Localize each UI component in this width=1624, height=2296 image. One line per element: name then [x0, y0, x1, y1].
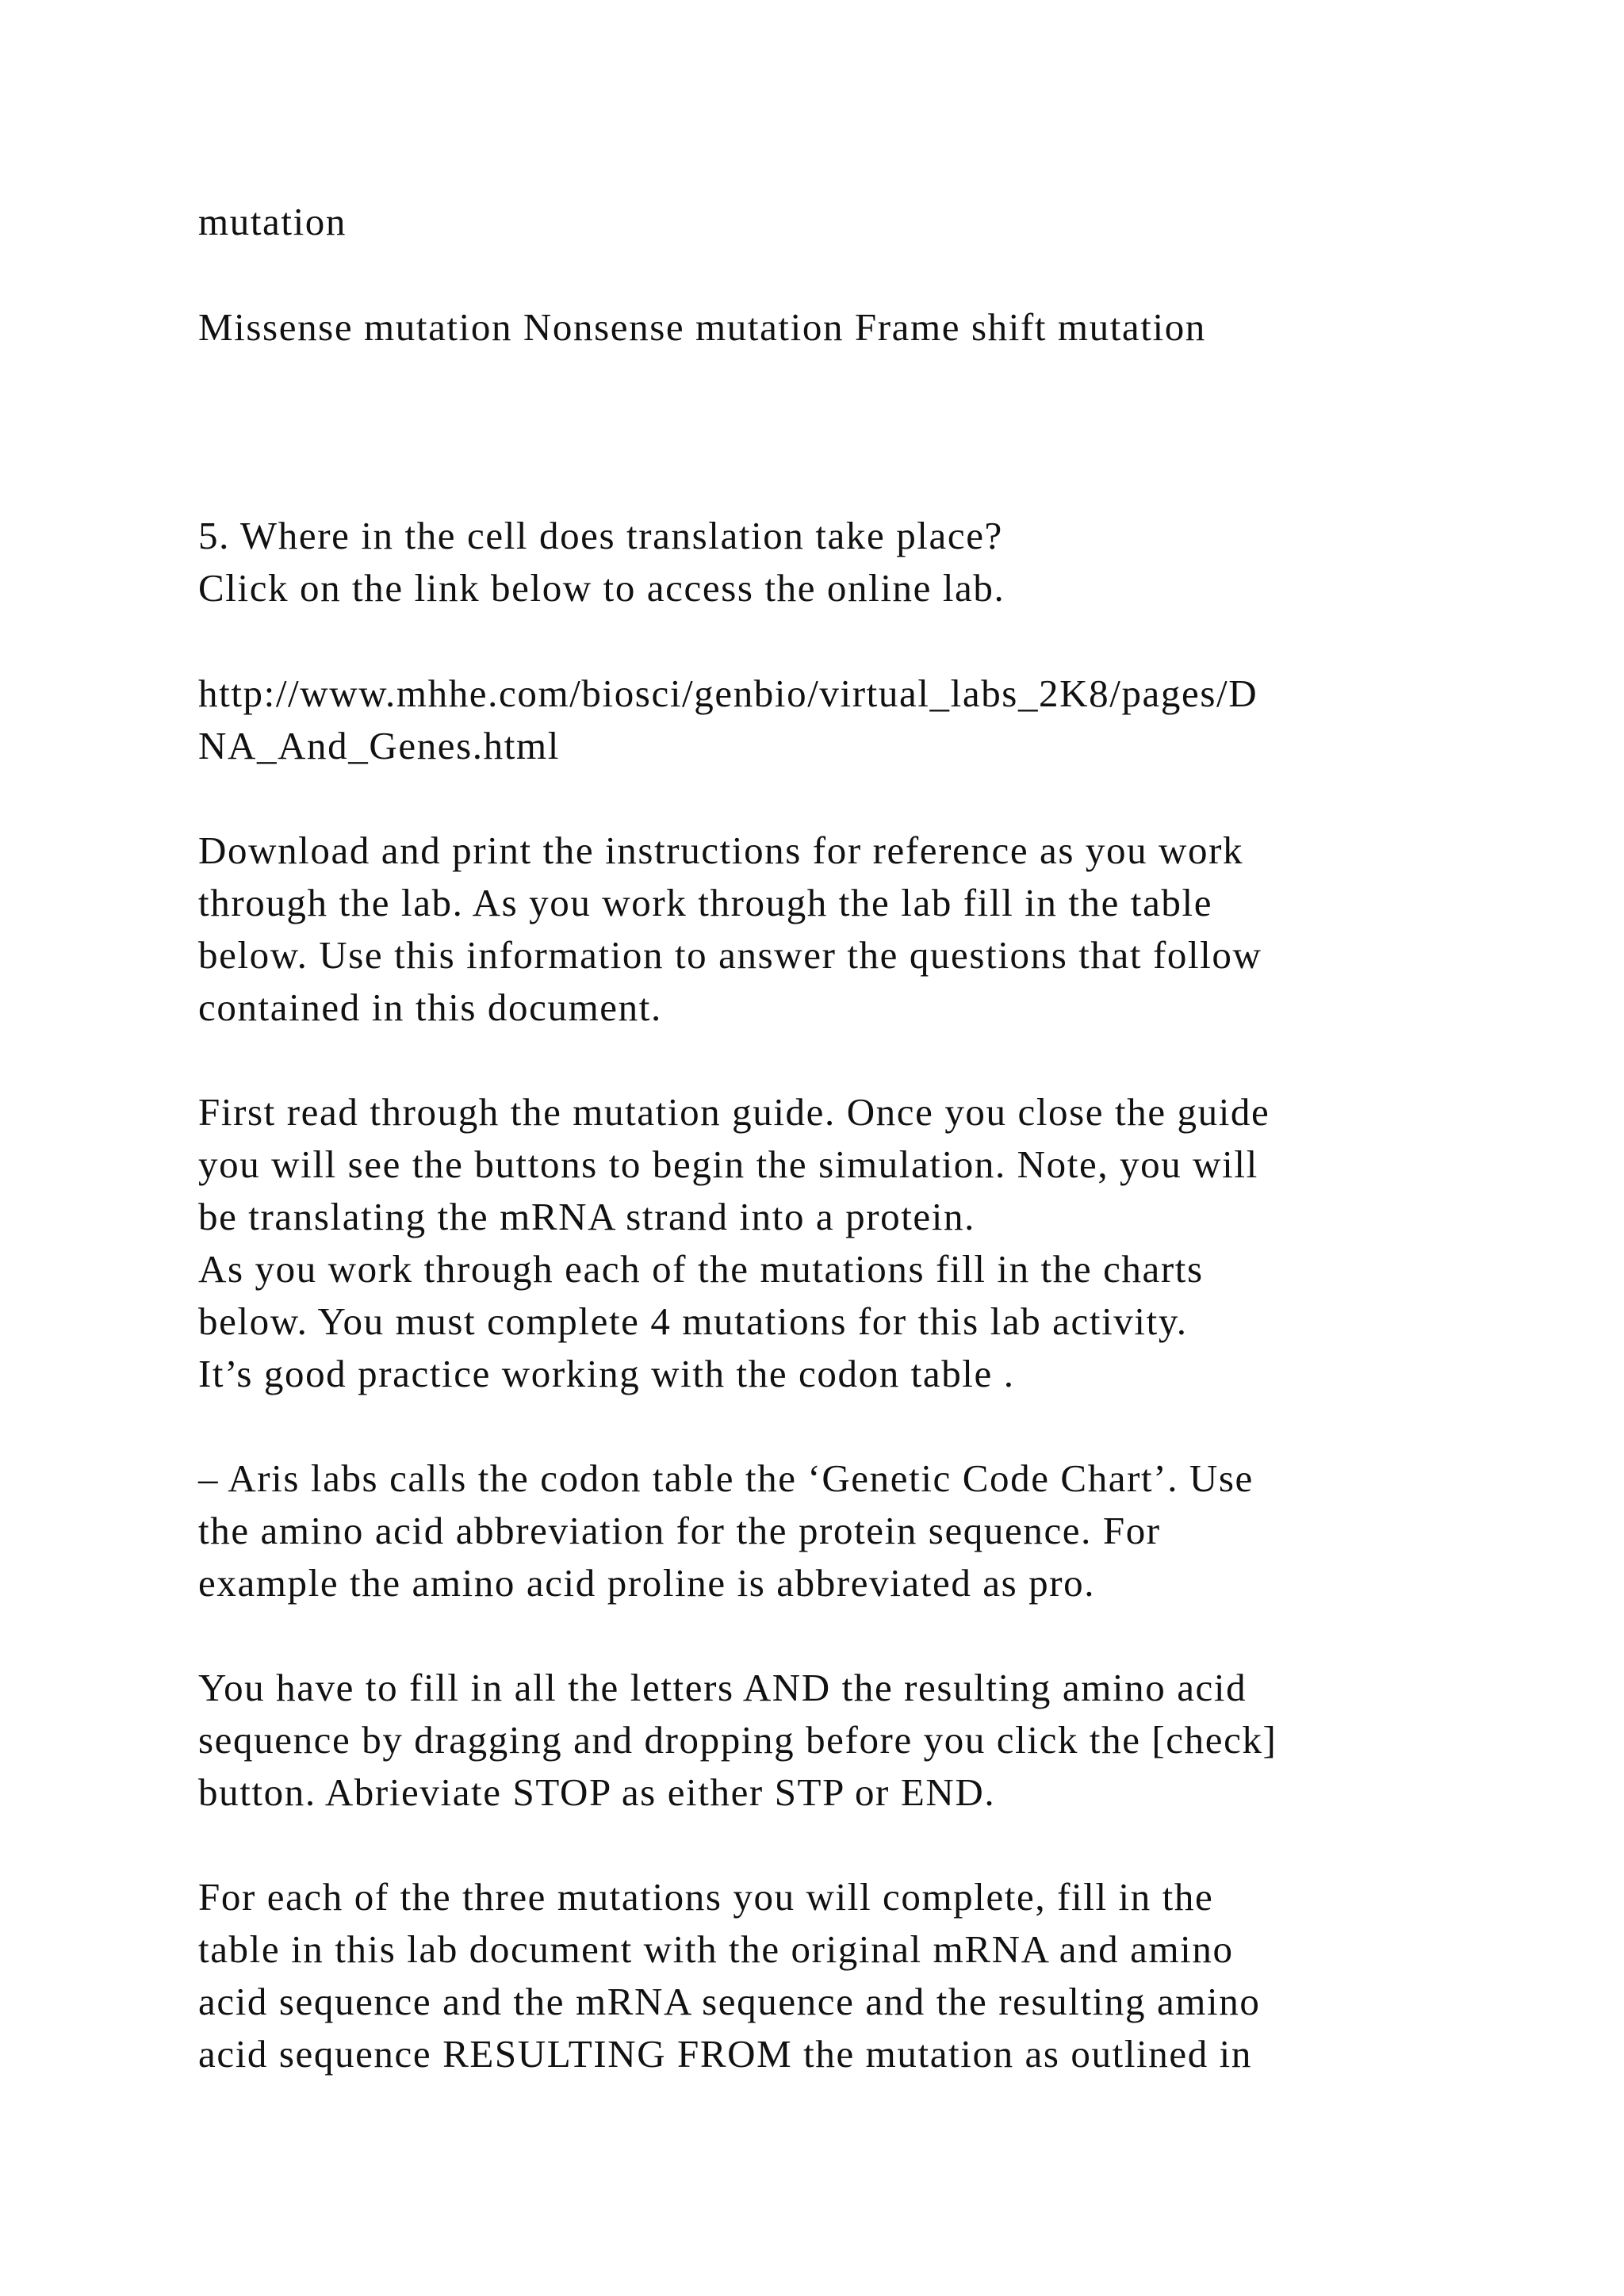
- paragraph-fill-line-1: You have to fill in all the letters AND the resulting amino acid: [198, 1666, 1247, 1709]
- lab-url-line-2[interactable]: NA_And_Genes.html: [198, 724, 560, 767]
- paragraph-aris-line-3: example the amino acid proline is abbreviated as pro.: [198, 1561, 1096, 1605]
- paragraph-table-line-4: acid sequence RESULTING FROM the mutation as outlined in: [198, 2032, 1252, 2076]
- text-line-mutation-types: Missense mutation Nonsense mutation Frame shift mutation: [198, 305, 1206, 349]
- paragraph-table-line-3: acid sequence and the mRNA sequence and the resulting amino: [198, 1980, 1261, 2023]
- paragraph-download-line-3: below. Use this information to answer the questions that follow: [198, 933, 1262, 977]
- question-5: 5. Where in the cell does translation take place?: [198, 514, 1003, 557]
- text-line-mutation: mutation: [198, 200, 347, 243]
- lab-url-line-1[interactable]: http://www.mhhe.com/biosci/genbio/virtual_labs_2K8/pages/D: [198, 672, 1258, 715]
- paragraph-fill-line-3: button. Abrieviate STOP as either STP or END.: [198, 1770, 996, 1814]
- paragraph-download-line-4: contained in this document.: [198, 985, 662, 1029]
- text-line-click-link: Click on the link below to access the online lab.: [198, 566, 1005, 610]
- paragraph-aris-line-1: – Aris labs calls the codon table the ‘Genetic Code Chart’. Use: [198, 1456, 1254, 1500]
- paragraph-guide-line-2: you will see the buttons to begin the simulation. Note, you will: [198, 1142, 1258, 1186]
- paragraph-table-line-2: table in this lab document with the original mRNA and amino: [198, 1927, 1234, 1971]
- paragraph-download-line-2: through the lab. As you work through the lab fill in the table: [198, 881, 1213, 924]
- paragraph-download-line-1: Download and print the instructions for reference as you work: [198, 828, 1244, 872]
- paragraph-guide-line-6: It’s good practice working with the codon table .: [198, 1352, 1015, 1395]
- paragraph-guide-line-3: be translating the mRNA strand into a protein.: [198, 1195, 975, 1238]
- paragraph-fill-line-2: sequence by dragging and dropping before you click the [check]: [198, 1718, 1277, 1762]
- paragraph-table-line-1: For each of the three mutations you will complete, fill in the: [198, 1875, 1214, 1919]
- paragraph-guide-line-1: First read through the mutation guide. Once you close the guide: [198, 1090, 1270, 1134]
- paragraph-guide-line-5: below. You must complete 4 mutations for this lab activity.: [198, 1299, 1188, 1343]
- paragraph-guide-line-4: As you work through each of the mutations fill in the charts: [198, 1247, 1204, 1291]
- paragraph-aris-line-2: the amino acid abbreviation for the protein sequence. For: [198, 1509, 1161, 1552]
